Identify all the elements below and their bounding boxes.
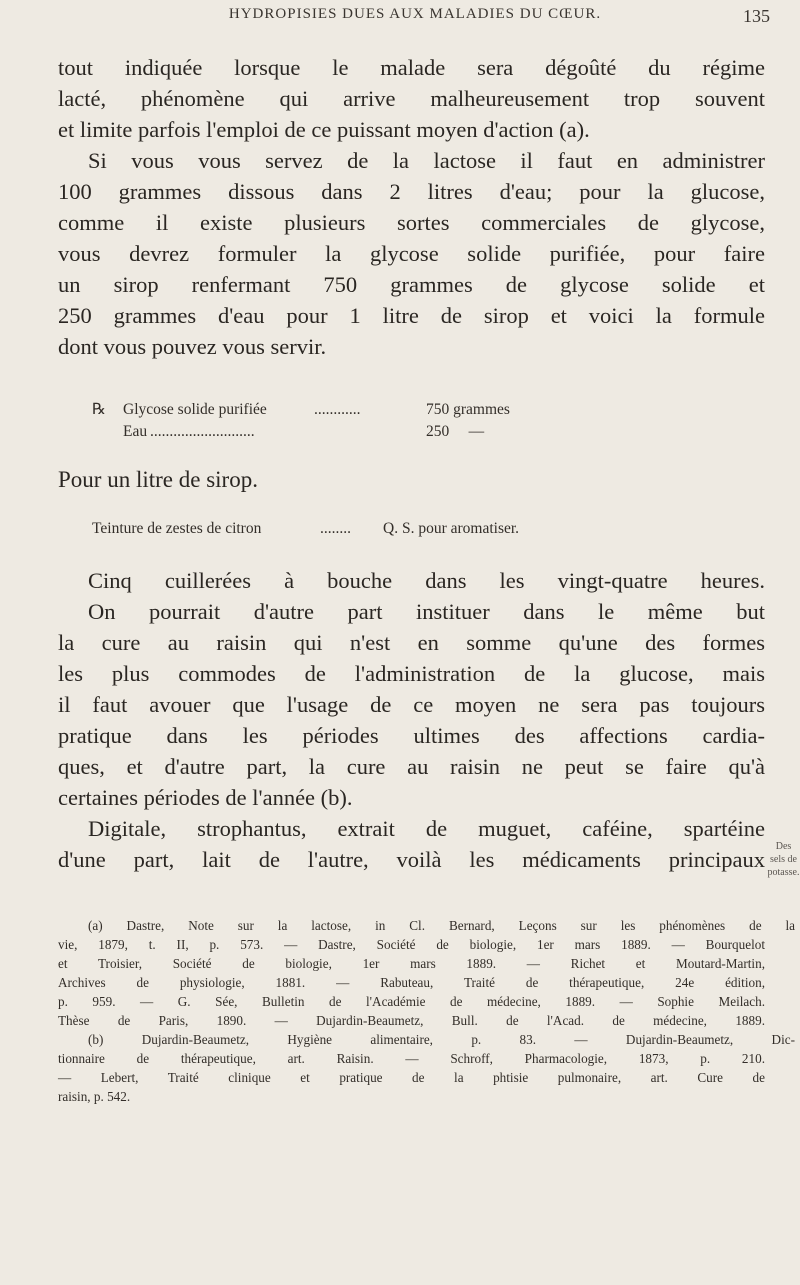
formula-value: Q. S. pour aromatiser.	[383, 520, 520, 537]
body-line: vous devrez formuler la glycose solide purifiée, pour faire	[58, 241, 765, 266]
formula-item: Glycose solide purifiée	[123, 401, 267, 418]
body-line: Digitale, strophantus, extrait de muguet, caféine, spartéine	[88, 816, 765, 841]
footnote-line: vie, 1879, t. II, p. 573. — Dastre, Société de biologie, 1er mars 1889. — Bourquelot	[58, 937, 765, 952]
body-line: tout indiquée lorsque le malade sera dégoûté du régime	[58, 55, 765, 80]
footnote-line: (b) Dujardin-Beaumetz, Hygiène alimentaire, p. 83. — Dujardin-Beaumetz, Dic-	[88, 1032, 795, 1047]
body-line: d'une part, lait de l'autre, voilà les médicaments principaux	[58, 847, 765, 872]
footnote-line: p. 959. — G. Sée, Bulletin de l'Académie de médecine, 1889. — Sophie Meilach.	[58, 994, 765, 1009]
formula-item: Teinture de zestes de citron	[92, 520, 262, 537]
body-line: 250 grammes d'eau pour 1 litre de sirop et voici la formule	[58, 303, 765, 328]
footnote-line: et Troisier, Société de biologie, 1er mars 1889. — Richet et Moutard-Martin,	[58, 956, 765, 971]
body-line: la cure au raisin qui n'est en somme qu'une des formes	[58, 630, 765, 655]
body-line: 100 grammes dissous dans 2 litres d'eau; pour la glucose,	[58, 179, 765, 204]
body-line: un sirop renfermant 750 grammes de glycose solide et	[58, 272, 765, 297]
body-line: Cinq cuillerées à bouche dans les vingt-quatre heures.	[88, 568, 765, 593]
body-line: les plus commodes de l'administration de la glucose, mais	[58, 661, 765, 686]
body-line: pratique dans les périodes ultimes des affections cardia-	[58, 723, 765, 748]
formula-leader: ............	[314, 401, 361, 418]
formula-value: 250 —	[426, 423, 485, 440]
formula-leader: ........	[320, 520, 351, 537]
body-line: certaines périodes de l'année (b).	[58, 785, 353, 810]
formula-value: 750 grammes	[426, 401, 510, 418]
running-title: HYDROPISIES DUES AUX MALADIES DU CŒUR.	[228, 6, 602, 22]
body-line: On pourrait d'autre part instituer dans le même but	[88, 599, 765, 624]
formula-for-line: Pour un litre de sirop.	[58, 467, 258, 492]
formula-leader: ...........................	[150, 423, 255, 440]
footnote-line: raisin, p. 542.	[58, 1089, 131, 1104]
body-line: ques, et d'autre part, la cure au raisin ne peut se faire qu'à	[58, 754, 765, 779]
footnote-line: Thèse de Paris, 1890. — Dujardin-Beaumetz, Bull. de l'Acad. de médecine, 1889.	[58, 1013, 765, 1028]
footnote-line: Archives de physiologie, 1881. — Rabuteau, Traité de thérapeutique, 24e édition,	[58, 975, 765, 990]
footnote-line: — Lebert, Traité clinique et pratique de la phtisie pulmonaire, art. Cure de	[58, 1070, 765, 1085]
body-line: dont vous pouvez vous servir.	[58, 334, 327, 359]
margin-note: Des sels de potasse.	[767, 841, 800, 878]
running-header	[60, 6, 770, 32]
footnote-line: tionnaire de thérapeutique, art. Raisin. — Schroff, Pharmacologie, 1873, p. 210.	[58, 1051, 765, 1066]
body-line: comme il existe plusieurs sortes commerciales de glycose,	[58, 210, 765, 235]
prescription-symbol: ℞	[92, 401, 106, 418]
body-line: et limite parfois l'emploi de ce puissant moyen d'action (a).	[58, 117, 590, 142]
body-line: lacté, phénomène qui arrive malheureusement trop souvent	[58, 86, 765, 111]
page-number: 135	[743, 6, 770, 26]
footnote-line: (a) Dastre, Note sur la lactose, in Cl. Bernard, Leçons sur les phénomènes de la	[88, 918, 795, 933]
body-line: il faut avouer que l'usage de ce moyen ne sera pas toujours	[58, 692, 765, 717]
body-line: Si vous vous servez de la lactose il faut en administrer	[88, 148, 765, 173]
formula-item: Eau	[123, 423, 148, 440]
